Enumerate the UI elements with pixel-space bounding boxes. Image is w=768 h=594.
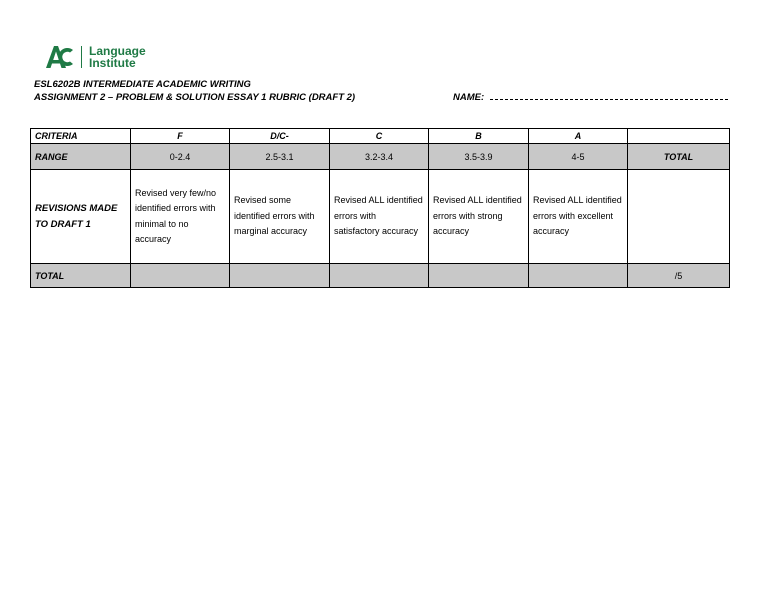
range-total-label: TOTAL [628,144,730,170]
assignment-title: ASSIGNMENT 2 – PROBLEM & SOLUTION ESSAY 1 RUBRIC (DRAFT 2) [34,92,356,103]
total-cell-f [131,264,230,288]
total-cell-dc [230,264,330,288]
logo-line-2: Institute [89,56,136,70]
range-a: 4-5 [529,144,628,170]
logo-text [89,45,146,69]
name-label: NAME: [453,92,485,103]
header-grade-b: B [429,129,529,144]
logo-divider [81,46,82,68]
criterion-label: REVISIONS MADE TO DRAFT 1 [31,170,131,264]
range-b: 3.5-3.9 [429,144,529,170]
total-cell-c [330,264,429,288]
header-grade-a: A [529,129,628,144]
descriptor-c: Revised ALL identified errors with satisfactory accuracy [330,170,429,264]
header-grade-dc: D/C- [230,129,330,144]
rubric-table [30,128,730,288]
total-score[interactable]: /5 [628,264,730,288]
range-f: 0-2.4 [131,144,230,170]
descriptor-a: Revised ALL identified errors with excellent accuracy [529,170,628,264]
rubric-total-row [31,264,730,288]
criterion-score-cell[interactable] [628,170,730,264]
rubric-header-row [31,129,730,144]
course-title: ESL6202B INTERMEDIATE ACADEMIC WRITING [34,79,251,90]
header-criteria: CRITERIA [31,129,131,144]
language-institute-logo [45,44,146,70]
descriptor-dc: Revised some identified errors with marginal accuracy [230,170,330,264]
header-total-blank [628,129,730,144]
total-cell-b [429,264,529,288]
rubric-range-row [31,144,730,170]
range-c: 3.2-3.4 [330,144,429,170]
name-field-line[interactable] [490,99,728,100]
rubric-criterion-row [31,170,730,264]
header-grade-c: C [330,129,429,144]
descriptor-b: Revised ALL identified errors with strong accuracy [429,170,529,264]
ac-logo-icon [45,45,75,69]
logo-line-1: Language [89,44,146,58]
range-dc: 2.5-3.1 [230,144,330,170]
descriptor-f: Revised very few/no identified errors with minimal to no accuracy [131,170,230,264]
total-cell-a [529,264,628,288]
header-grade-f: F [131,129,230,144]
range-label: RANGE [31,144,131,170]
total-label: TOTAL [31,264,131,288]
